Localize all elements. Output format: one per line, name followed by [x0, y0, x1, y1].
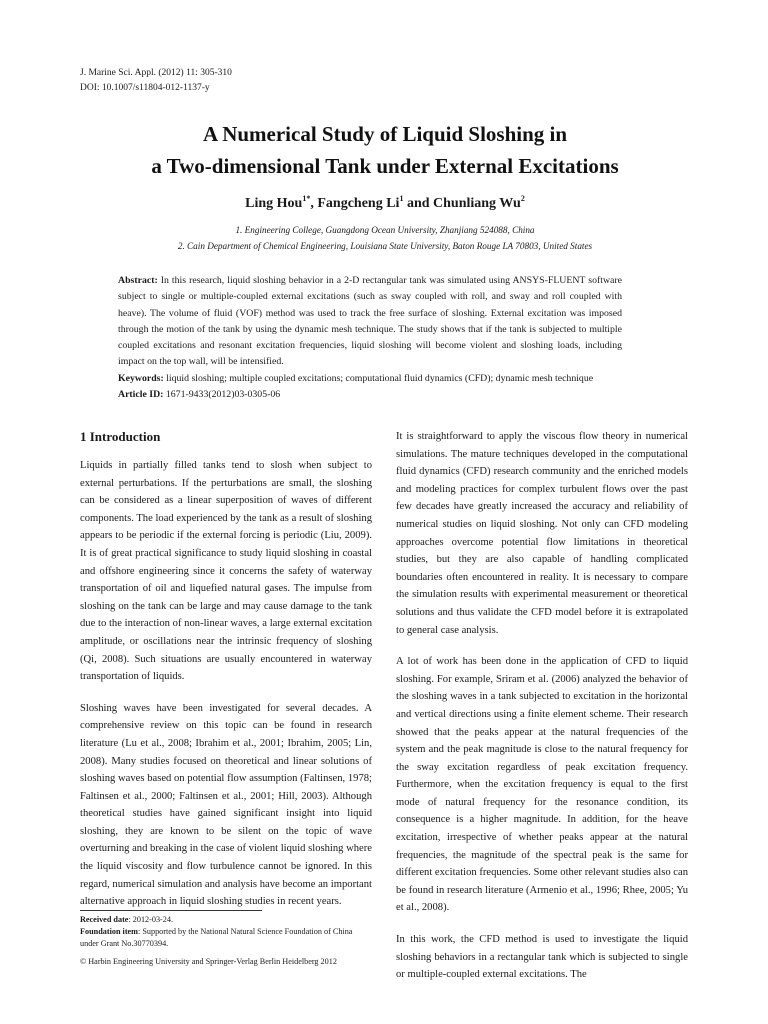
abstract-block: [118, 273, 622, 403]
abstract-label: Abstract:: [118, 275, 158, 286]
received-date: [80, 914, 372, 926]
right-column: [396, 428, 688, 984]
paragraph: Sloshing waves have been investigated for several decades. A comprehensive review on this topic can be found in research literature (Lu et al., 2008; Ibrahim et al., 2001; Ibrahim, 2005; Lin, 2008). Many studies focused on theoretical and linear solutions of sloshing waves based on potential flow assumption (Faltinsen, 1978; Faltinsen et al., 2000; Faltinsen et al., 2001; Hill, 2003). Although theoretical studies have gained significant insight into liquid sloshing, they are known to be silent on the topic of wave overturning and breaking in the case of violent liquid sloshing where the liquid viscosity and flow turbulence cannot be ignored. In this regard, numerical simulation and analysis have become an important alternative approach in liquid sloshing studies in recent years.: [80, 702, 372, 908]
abstract: [118, 273, 622, 371]
author-affil-mark: 1*: [302, 194, 311, 203]
author-affil-mark: 2: [520, 194, 525, 203]
author-separator: ,: [310, 196, 318, 211]
keywords-label: Keywords:: [118, 372, 164, 384]
received-value: : 2012-03-24.: [128, 915, 174, 924]
journal-header: [80, 66, 232, 96]
copyright: © Harbin Engineering University and Springer-Verlag Berlin Heidelberg 2012: [80, 957, 337, 966]
paragraph: In this work, the CFD method is used to investigate the liquid sloshing behaviors in a rectangular tank which is subjected to single or multiple-coupled external excitations. The: [396, 934, 688, 981]
article-id-value: 1671-9433(2012)03-0305-06: [163, 389, 281, 401]
title-line-1: A Numerical Study of Liquid Sloshing in: [202, 122, 568, 146]
footnotes: [80, 914, 372, 968]
author-name: Ling Hou: [245, 196, 303, 211]
footnote-divider: [80, 910, 262, 911]
foundation-label: Foundation item: [80, 927, 139, 936]
keywords: [118, 371, 622, 387]
affiliations: [80, 222, 690, 254]
paper-title: [80, 118, 690, 182]
doi: DOI: 10.1007/s11804-012-1137-y: [80, 83, 210, 93]
article-id-label: Article ID:: [118, 389, 164, 401]
paragraph: A lot of work has been done in the application of CFD to liquid sloshing. For example, Sriram et al. (2006) analyzed the behavior of the sloshing waves in a tank subjected to excitation in the horizontal and vertical directions using a finite element scheme. Their research showed that the peaks appear at the natural frequencies of the system and the peak magnitude is close to the natural frequency for the sway excitation regardless of peak excitation frequency. Furthermore, when the excitation frequency is equal to the first mode of natural frequency for the resonance condition, its consequence is a higher magnitude. In addition, for the heave excitation, irrespective of whether peaks appear at the natural frequencies, the magnitude of the spectral peak is the same for different excitation frequencies. Some other relevant studies also can be found in research literature (Armenio et al., 1996; Rhee, 2005; Yu et al., 2008).: [396, 656, 688, 914]
authors: [80, 194, 690, 212]
title-line-2: a Two-dimensional Tank under External Excitations: [151, 154, 619, 178]
affiliation-1: 1. Engineering College, Guangdong Ocean University, Zhanjiang 524088, China: [235, 225, 535, 235]
author-affil-mark: 1: [399, 194, 404, 203]
foundation-item: [80, 926, 372, 950]
left-column: [80, 428, 372, 911]
foundation-value: : Supported by the National Natural Science Foundation of China under Grant No.30770394.: [80, 927, 353, 948]
keywords-text: liquid sloshing; multiple coupled excitations; computational fluid dynamics (CFD); dynamic mesh technique: [163, 372, 594, 384]
journal-citation: J. Marine Sci. Appl. (2012) 11: 305-310: [80, 68, 232, 78]
author-name: Chunliang Wu: [433, 196, 521, 211]
section-heading: 1 Introduction: [80, 429, 161, 444]
abstract-text: In this research, liquid sloshing behavior in a 2-D rectangular tank was simulated using ANSYS-FLUENT software subject to single or multiple-coupled external excitations (such as sway coupled with roll, and sway and roll coupled with heave). The volume of fluid (VOF) method was used to track the free surface of sloshing. External excitation was imposed through the motion of the tank by using the dynamic mesh technique. The study shows that if the tank is subjected to multiple coupled excitations and resonant excitation frequencies, liquid sloshing will become violent and sloshing loads, including impact on the top wall, will be intensified.: [118, 275, 622, 368]
author-name: Fangcheng Li: [317, 196, 400, 211]
author-separator: and: [403, 196, 434, 211]
article-id: [118, 387, 622, 403]
received-label: Received date: [80, 915, 129, 924]
affiliation-2: 2. Cain Department of Chemical Engineering, Louisiana State University, Baton Rouge LA 70803, United States: [177, 241, 593, 251]
paragraph: It is straightforward to apply the viscous flow theory in numerical simulations. The mature techniques developed in the computational fluid dynamics (CFD) research community and the enriched models and modeling practices for complex turbulent flows over the past few decades have greatly increased the accuracy and reliability of numerical studies on liquid sloshing. Not only can CFD modeling approaches overcome potential flow limitations in theoretical studies, but they are also capable of handling complicated boundaries often encountered in reality. It is necessary to compare the simulation results with experimental measurement or theoretical solutions and thus validate the CFD model before it is extrapolated to general case analysis.: [396, 431, 688, 636]
paragraph: Liquids in partially filled tanks tend to slosh when subject to external perturbations. If the perturbations are small, the sloshing can be considered as a linear superposition of waves of different components. The load experienced by the tank as a result of sloshing appears to be periodic if the external forcing is periodic (Liu, 2009). It is of great practical significance to study liquid sloshing in coastal and offshore engineering since it concerns the safety of waterway transportation of oil and liquefied natural gases. The impulse from sloshing on the tank can be large and may cause damage to the tank due to the interaction of non-linear waves, a large external excitation amplitude, or oscillations near the intrinsic frequency of sloshing (Qi, 2008). Such situations are usually encountered in waterway transportation of liquids.: [80, 460, 372, 683]
